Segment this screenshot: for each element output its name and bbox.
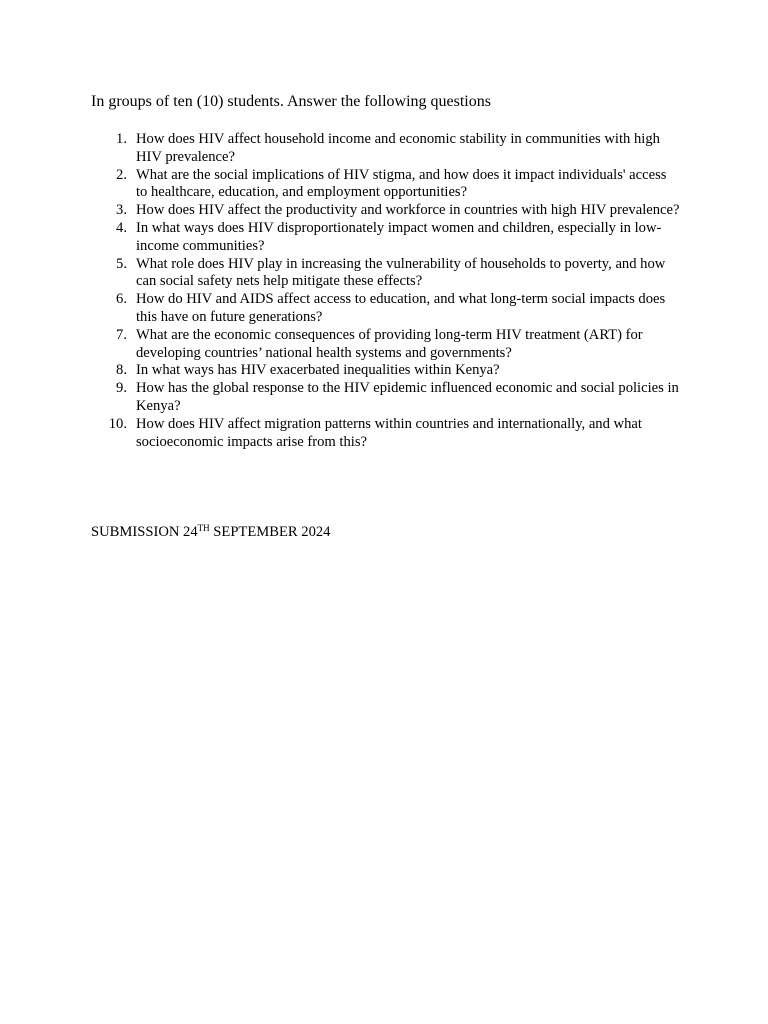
question-text: How has the global response to the HIV epidemic influenced economic and social policies in Kenya? (136, 380, 679, 414)
question-item (0, 416, 681, 452)
question-number: 1. (116, 131, 127, 147)
question-number: 5. (116, 255, 127, 272)
question-text: How does HIV affect the productivity and workforce in countries with high HIV prevalence? (136, 202, 680, 219)
question-number: 2. (116, 166, 127, 183)
question-number: 3. (116, 202, 127, 219)
question-item (0, 256, 681, 292)
question-number: 6. (116, 291, 127, 308)
question-text: How does HIV affect household income and economic stability in communities with high HIV prevalence? (136, 131, 660, 165)
question-text: What are the social implications of HIV stigma, and how does it impact individuals' access to healthcare, education, and employment opportunities? (136, 166, 667, 201)
question-text: How do HIV and AIDS affect access to education, and what long-term social impacts does this have on future generations? (136, 291, 666, 325)
questions-list (0, 131, 768, 451)
submission-prefix: SUBMISSION 24 (91, 524, 198, 540)
question-text: What role does HIV play in increasing the vulnerability of households to poverty, and how can social safety nets help mitigate these effects? (136, 255, 666, 290)
question-number: 9. (116, 380, 127, 397)
submission-deadline (91, 523, 330, 541)
question-item (0, 362, 681, 380)
question-item (0, 327, 681, 363)
question-item (0, 380, 681, 416)
question-item (0, 291, 681, 327)
question-item (0, 131, 681, 167)
question-number: 8. (116, 362, 127, 379)
question-number: 10. (108, 415, 127, 432)
instructions-heading: In groups of ten (10) students. Answer the following questions (91, 93, 491, 110)
question-item (0, 202, 681, 220)
question-number: 4. (116, 219, 127, 236)
question-number: 7. (116, 326, 127, 343)
ordinal-superscript: TH (197, 523, 210, 533)
submission-suffix: SEPTEMBER 2024 (209, 524, 331, 540)
question-text: In what ways does HIV disproportionately impact women and children, especially in low-income communities? (136, 219, 662, 254)
question-item (0, 220, 681, 256)
question-text: In what ways has HIV exacerbated inequalities within Kenya? (136, 362, 500, 379)
question-item (0, 167, 681, 203)
question-text: How does HIV affect migration patterns within countries and internationally, and what socioeconomic impacts arise from this? (136, 415, 642, 450)
question-text: What are the economic consequences of providing long-term HIV treatment (ART) for developing countries’ national health systems and governments? (136, 326, 643, 361)
